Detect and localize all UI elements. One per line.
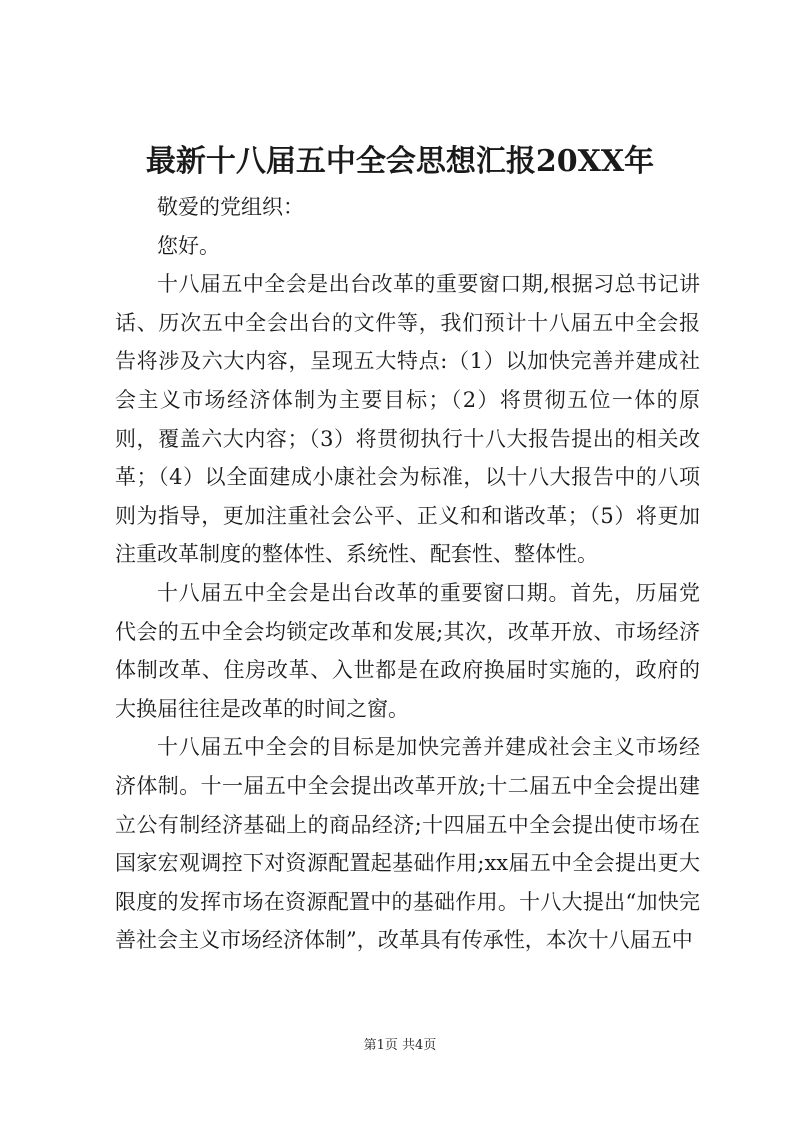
paragraph-1: 十八届五中全会是出台改革的重要窗口期,根据习总书记讲话、历次五中全会出台的文件等，我们预计十八届五中全会报告将涉及六大内容，呈现五大特点:（1）以加快完善并建成社会主义市场经济体制为主要目标；（2）将贯彻五位一体的原则，覆盖六大内容；（3）将贯彻执行十八大报告提出的相关改革；（4）以全面建成小康社会为标准，以十八大报告中的八项则为指导，更加注重社会公平、正义和和谐改革；（5）将更加注重改革制度的整体性、系统性、配套性、整体性。 [115, 272, 700, 567]
salutation: 敬爱的党组织： [157, 195, 304, 219]
document-body [115, 188, 700, 960]
page-footer: 第1页 共4页 [363, 1038, 437, 1053]
greeting: 您好。 [157, 233, 220, 258]
paragraph-3: 十八届五中全会的目标是加快完善并建成社会主义市场经济体制。十一届五中全会提出改革开放;十二届五中全会提出建立公有制经济基础上的商品经济;十四届五中全会提出使市场在国家宏观调控下对资源配置起基础作用;xx届五中全会提出更大限度的发挥市场在资源配置中的基础作用。十八大提出“加快完善社会主义市场经济体制”，改革具有传承性，本次十八届五中 [115, 735, 700, 953]
document-title: 最新十八届五中全会思想汇报20XX年 [145, 144, 655, 179]
paragraph-2: 十八届五中全会是出台改革的重要窗口期。首先，历届党代会的五中全会均锁定改革和发展;其次，改革开放、市场经济体制改革、住房改革、入世都是在政府换届时实施的，政府的大换届往往是改革的时间之窗。 [115, 580, 700, 721]
